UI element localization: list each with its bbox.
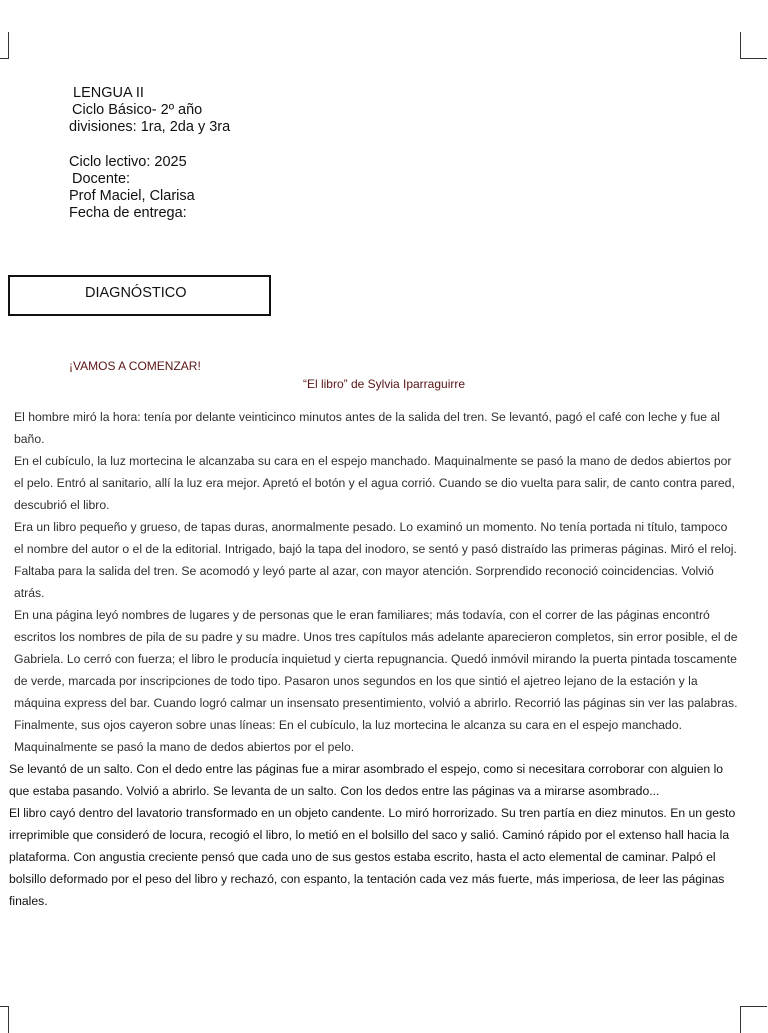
crop-mark-top-left	[0, 32, 9, 59]
teacher-label: Docente:	[72, 171, 131, 187]
crop-mark-bottom-right	[740, 1006, 767, 1033]
crop-mark-bottom-left	[0, 1006, 9, 1033]
story-paragraph: El hombre miró la hora: tenía por delante veinticinco minutos antes de la salida del tren. Se levantó, pagó el café con leche y fue al baño.	[14, 410, 720, 446]
story-text-part-1	[14, 406, 740, 758]
lead-in-heading: ¡VAMOS A COMENZAR!	[69, 359, 201, 373]
story-paragraph: En el cubículo, la luz mortecina le alcanzaba su cara en el espejo manchado. Maquinalmente se pasó la mano de dedos abiertos por el pelo. Entró al sanitario, allí la luz era mejor. Apretó el botón y el agua corrió. Cuando se dio vuelta para salir, de canto contra pared, descubrió el libro.	[14, 454, 735, 512]
section-title: DIAGNÓSTICO	[85, 285, 187, 301]
story-paragraph: Era un libro pequeño y grueso, de tapas duras, anormalmente pesado. Lo examinó un momento. No tenía portada ni título, tampoco el nombre del autor o el de la editorial. Intrigado, bajó la tapa del inodoro, se sentó y pasó distraído las primeras páginas. Miró el reloj. Faltaba para la salida del tren. Se acomodó y leyó parte al azar, con mayor atención. Sorprendido reconoció coincidencias. Volvió atrás.	[14, 520, 737, 600]
teacher-name: Prof Maciel, Clarisa	[69, 188, 195, 204]
due-date-label: Fecha de entrega:	[69, 205, 187, 221]
story-title: “El libro” de Sylvia Iparraguirre	[302, 377, 466, 391]
section-title-box	[8, 275, 271, 316]
story-paragraph: En una página leyó nombres de lugares y de personas que le eran familiares; más todavía, con el correr de las páginas encontró escritos los nombres de pila de su padre y su madre. Unos tres capítulos más adelante aparecieron completos, sin error posible, el de Gabriela. Lo cerró con fuerza; el libro le producía inquietud y cierta repugnancia. Quedó inmóvil mirando la puerta pintada toscamente de verde, marcada por inscripciones de todo tipo. Pasaron unos segundos en los que sintió el ajetreo lejano de la estación y la máquina express del bar. Cuando logró calmar un insensato presentimiento, volvió a abrirlo. Recorrió las páginas sin ver las palabras. Finalmente, sus ojos cayeron sobre unas líneas: En el cubículo, la luz mortecina le alcanza su cara en el espejo manchado. Maquinalmente se pasó la mano de dedos abiertos por el pelo.	[14, 608, 738, 754]
story-text-part-2	[9, 758, 740, 912]
story-paragraph: Se levantó de un salto. Con el dedo entre las páginas fue a mirar asombrado el espejo, como si necesitara corroborar con alguien lo que estaba pasando. Volvió a abrirlo. Se levanta de un salto. Con los dedos entre las páginas va a mirarse asombrado...	[9, 762, 724, 798]
course-divisions: divisiones: 1ra, 2da y 3ra	[69, 119, 231, 135]
subject-title: LENGUA II	[73, 85, 144, 101]
school-year: Ciclo lectivo: 2025	[69, 154, 187, 170]
crop-mark-top-right	[740, 32, 767, 59]
course-level: Ciclo Básico- 2º año	[72, 102, 203, 118]
story-paragraph: El libro cayó dentro del lavatorio transformado en un objeto candente. Lo miró horrorizado. Su tren partía en diez minutos. En un gesto irreprimible que consideró de locura, recogió el libro, lo metió en el bolsillo del saco y salió. Caminó rápido por el extenso hall hacia la plataforma. Con angustia creciente pensó que cada uno de sus gestos estaba escrito, hasta el acto elemental de caminar. Palpó el bolsillo deformado por el peso del libro y rechazó, con espanto, la tentación cada vez más fuerte, más imperiosa, de leer las páginas finales.	[9, 806, 736, 908]
